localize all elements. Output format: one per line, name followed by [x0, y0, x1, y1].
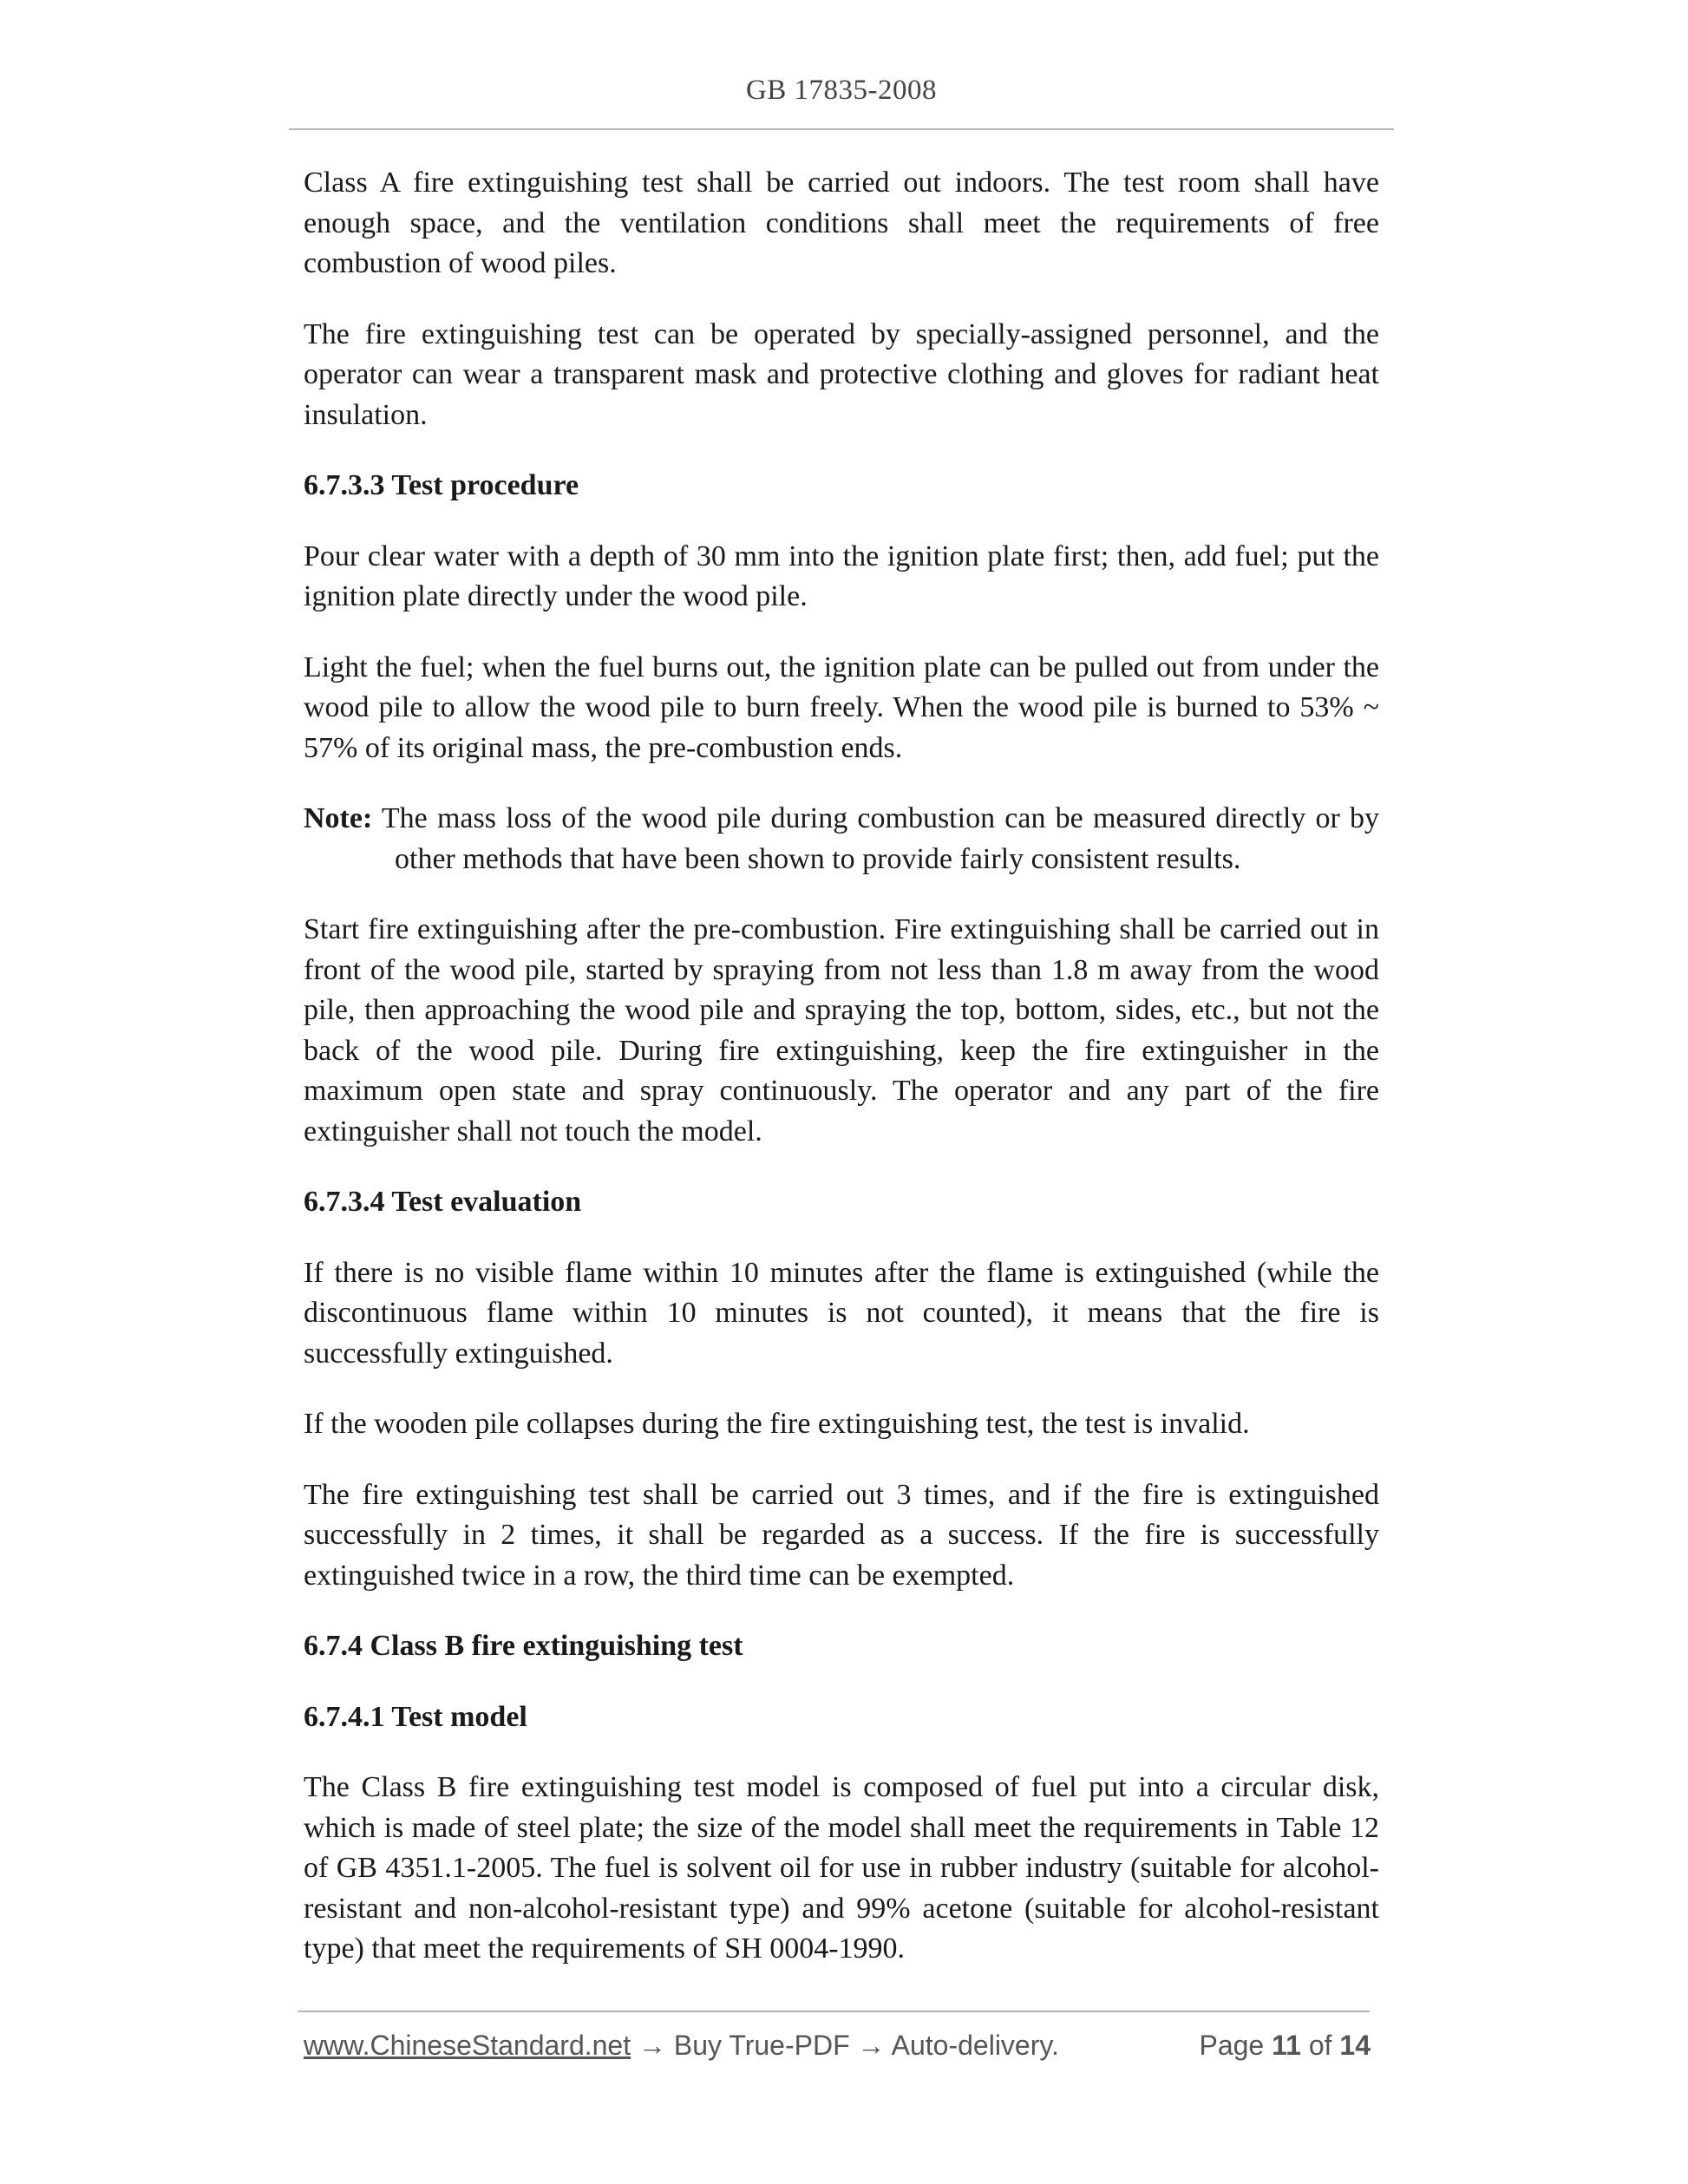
- page-label: Page: [1199, 2030, 1273, 2061]
- footer-promo: [304, 2030, 1059, 2062]
- section-heading-674: 6.7.4 Class B fire extinguishing test: [304, 1630, 743, 1662]
- page-number: [1199, 2030, 1371, 2062]
- note-label: Note:: [304, 802, 373, 834]
- paragraph: If the wooden pile collapses during the fire extinguishing test, the test is invalid.: [304, 1408, 1250, 1440]
- page-total: 14: [1339, 2030, 1371, 2061]
- document-body: [304, 163, 1379, 2000]
- paragraph: If there is no visible flame within 10 minutes after the flame is extinguished (while the discontinuous flame within 10 minutes is not counted), it means that the fire is successfully extinguished.: [304, 1256, 1379, 1370]
- paragraph: Class A fire extinguishing test shall be carried out indoors. The test room shall have enough space, and the ventilation conditions shall meet the requirements of free combustion of wood piles.: [304, 167, 1379, 279]
- footer-divider: [298, 2011, 1370, 2012]
- paragraph: Pour clear water with a depth of 30 mm into the ignition plate first; then, add fuel; put the ignition plate directly under the wood pile.: [304, 539, 1379, 612]
- footer-promo-text: → Buy True-PDF → Auto-delivery.: [631, 2030, 1059, 2061]
- page-footer: [304, 2030, 1371, 2062]
- page-of-label: of: [1300, 2030, 1340, 2061]
- section-heading-6734: 6.7.3.4 Test evaluation: [304, 1186, 582, 1218]
- note-text: The mass loss of the wood pile during combustion can be measured directly or by other methods that have been shown to provide fairly consistent results.: [372, 802, 1379, 875]
- paragraph: Light the fuel; when the fuel burns out, the ignition plate can be pulled out from under the wood pile to allow the wood pile to burn freely. When the wood pile is burned to 53% ~ 57% of its original mass, the pre-combustion ends.: [304, 651, 1379, 764]
- page-current: 11: [1272, 2030, 1301, 2061]
- paragraph: The fire extinguishing test shall be carried out 3 times, and if the fire is extinguished successfully in 2 times, it shall be regarded as a success. If the fire is successfully extinguished twice in a row, the third time can be exempted.: [304, 1478, 1379, 1592]
- chinesestandard-link[interactable]: www.ChineseStandard.net: [304, 2030, 631, 2061]
- paragraph: Start fire extinguishing after the pre-combustion. Fire extinguishing shall be carried out in front of the wood pile, started by spraying from not less than 1.8 m away from the wood pile, then approaching the wood pile and spraying the top, bottom, sides, etc., but not the back of the wood pile. During fire extinguishing, keep the fire extinguisher in the maximum open state and spray continuously. The operator and any part of the fire extinguisher shall not touch the model.: [304, 913, 1379, 1148]
- page-header: GB 17835-2008: [745, 75, 938, 106]
- note: [304, 799, 1379, 879]
- header-divider: [289, 128, 1394, 130]
- section-heading-6733: 6.7.3.3 Test procedure: [304, 469, 579, 501]
- paragraph: The Class B fire extinguishing test model is composed of fuel put into a circular disk, which is made of steel plate; the size of the model shall meet the requirements in Table 12 of GB 4351.1-2005. The fuel is solvent oil for use in rubber industry (suitable for alcohol-resistant and non-alcohol-resistant type) and 99% acetone (suitable for alcohol-resistant type) that meet the requirements of SH 0004-1990.: [304, 1771, 1379, 1965]
- paragraph: The fire extinguishing test can be operated by specially-assigned personnel, and the operator can wear a transparent mask and protective clothing and gloves for radiant heat insulation.: [304, 317, 1379, 431]
- section-heading-6741: 6.7.4.1 Test model: [304, 1700, 527, 1733]
